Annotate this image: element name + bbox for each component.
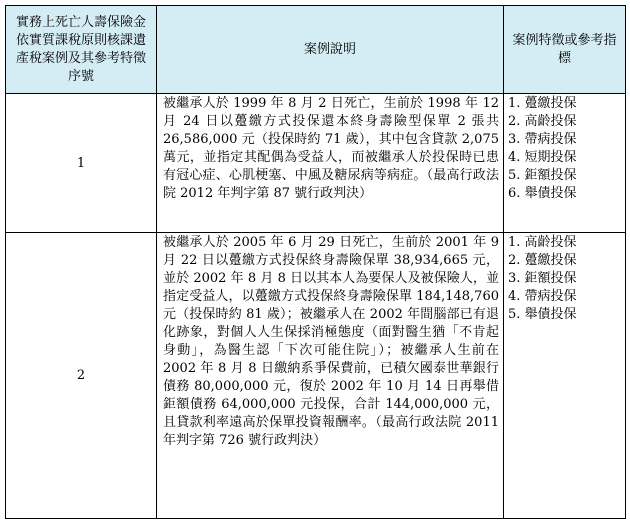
feature-list bbox=[508, 95, 623, 203]
feature-item: 5. 鉅額投保 bbox=[508, 168, 577, 183]
case-description-cell: 被繼承人於 2005 年 6 月 29 日死亡，生前於 2001 年 9 月 22 日以躉繳方式投保終身壽險保單 38,934,665 元，並於 2002 年 8 月 8 日以其本人為要保人及被保險人，並指定受益人，以躉繳方式投保終身壽險保單 184,148,760 元（投保時約 81 歲）；被繼承人在 2002 年間腦部已有退化跡象，對個人人生保採消極態度（面對醫生猶「不肯起身動」，為醫生認「下次可能住院」）；被繼承人生前在 2002 年 8 月 8 日繳納系爭保費前，已積欠國泰世華銀行債務 80,000,000 元，復於 2002 年 10 月 14 日再舉借鉅額債務 64,000,000 元投保，合計 144,000,000 元，且貸款利率遠高於保單投資報酬率。（最高行政法院 2011 年判字第 726 號行政判決） bbox=[157, 233, 504, 519]
table-row bbox=[6, 94, 626, 233]
feature-item: 5. 舉債投保 bbox=[508, 307, 577, 322]
header-case-description: 案例說明 bbox=[157, 6, 504, 94]
header-case-number: 實務上死亡人壽保險金依實質課稅原則核課遺產稅案例及其參考特徵序號 bbox=[6, 6, 157, 94]
header-row bbox=[6, 6, 626, 94]
case-table bbox=[5, 5, 626, 519]
feature-list bbox=[508, 234, 623, 324]
feature-item: 6. 舉債投保 bbox=[508, 186, 577, 201]
feature-item: 4. 短期投保 bbox=[508, 150, 577, 165]
feature-item: 4. 帶病投保 bbox=[508, 289, 577, 304]
table-body bbox=[6, 94, 626, 519]
case-features-cell bbox=[504, 233, 626, 519]
feature-item: 1. 高齡投保 bbox=[508, 235, 577, 250]
feature-item: 3. 帶病投保 bbox=[508, 132, 577, 147]
feature-item: 3. 鉅額投保 bbox=[508, 271, 577, 286]
case-number-cell: 1 bbox=[6, 94, 157, 233]
feature-item: 2. 躉繳投保 bbox=[508, 253, 577, 268]
feature-item: 1. 躉繳投保 bbox=[508, 96, 577, 111]
header-case-features: 案例特徵或參考指標 bbox=[504, 6, 626, 94]
case-number-cell: 2 bbox=[6, 233, 157, 519]
case-description-cell: 被繼承人於 1999 年 8 月 2 日死亡，生前於 1998 年 12 月 24 日以躉繳方式投保還本終身壽險型保單 2 張共 26,586,000 元（投保時約 71 歲），其中包含貸款 2,075 萬元，並指定其配偶為受益人，而被繼承人於投保時已患有冠心症、心肌梗塞、中風及糖尿病等病症。（最高行政法院 2012 年判字第 87 號行政判決） bbox=[157, 94, 504, 233]
table-header bbox=[6, 6, 626, 94]
table-row bbox=[6, 233, 626, 519]
case-features-cell bbox=[504, 94, 626, 233]
feature-item: 2. 高齡投保 bbox=[508, 114, 577, 129]
